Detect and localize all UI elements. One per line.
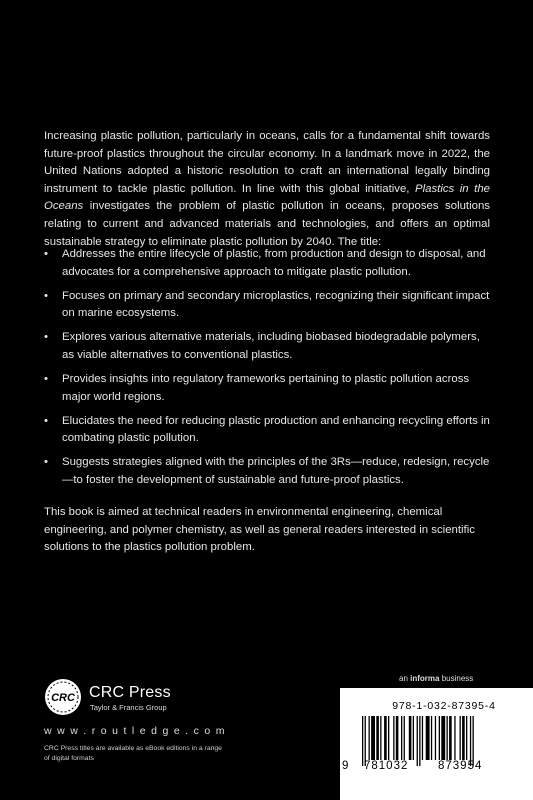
intro-text-after-title: investigates the problem of plastic pollution in oceans, proposes solutions relating to current and advanced materials and technologies, and offers an optimal sustainable strategy to eliminate plastic pollution by 2040. The title: xyxy=(44,200,490,248)
list-item-text: Provides insights into regulatory frameworks pertaining to plastic pollution across major world regions. xyxy=(62,373,470,403)
isbn-group-1: 781032 xyxy=(364,760,409,772)
barcode-icon xyxy=(362,716,522,766)
informa-suffix: business xyxy=(441,674,474,683)
barcode-bar xyxy=(466,716,467,760)
list-item xyxy=(44,413,490,448)
publisher-url: w w w . r o u t l e d g e . c o m xyxy=(44,725,226,737)
barcode-panel xyxy=(340,688,533,800)
barcode-bar xyxy=(365,716,366,766)
barcode-bar xyxy=(362,716,363,766)
ebook-note: CRC Press titles are available as eBook editions in a range of digital formats xyxy=(44,745,222,762)
barcode-bar xyxy=(419,716,420,766)
intro-text-before-title: Increasing plastic pollution, particularly in oceans, calls for a fundamental shift towards future-proof plastics throughout the circular economy. In a landmark move in 2022, the United Nations adopted a historic resolution to craft an international legally binding instrument to tackle plastic pollution. In line with this global initiative, xyxy=(44,130,490,195)
list-item xyxy=(44,371,490,406)
barcode-bar xyxy=(426,716,430,760)
barcode-bar xyxy=(447,716,448,760)
barcode-bar xyxy=(431,716,432,760)
feature-list xyxy=(44,246,490,496)
barcode-bar xyxy=(404,716,405,760)
list-item xyxy=(44,246,490,281)
barcode-bar xyxy=(369,716,370,760)
crc-logo-text: CRC xyxy=(51,692,75,704)
barcode-bar xyxy=(473,716,474,766)
list-item xyxy=(44,329,490,364)
bullet-icon: • xyxy=(44,248,48,260)
crc-logo-icon xyxy=(44,678,82,716)
list-item-text: Focuses on primary and secondary microplastics, recognizing their significant impact on marine ecosystems. xyxy=(62,289,490,320)
barcode-bar xyxy=(460,716,461,760)
intro-paragraph xyxy=(44,128,490,251)
barcode-bar xyxy=(371,716,375,760)
barcode-bar xyxy=(441,716,445,760)
bullet-icon: • xyxy=(44,289,48,302)
barcode-bar xyxy=(376,716,379,760)
barcode-bar xyxy=(422,716,423,760)
barcode-bar xyxy=(462,716,465,760)
barcode-bar xyxy=(380,716,381,760)
barcode-bar xyxy=(439,716,440,760)
barcode-bar xyxy=(409,716,412,760)
list-item-text: Elucidates the need for reducing plastic production and enhancing recycling efforts in combating plastic pollution. xyxy=(62,414,490,445)
list-item xyxy=(44,454,490,489)
bullet-icon: • xyxy=(44,373,48,386)
list-item-text: Explores various alternative materials, including biobased biodegradable polymers, as viable alternatives to conventional plastics. xyxy=(62,331,480,361)
barcode-bar xyxy=(435,716,436,760)
barcode-bar xyxy=(393,716,394,760)
barcode-bar xyxy=(384,716,387,760)
barcode-bar xyxy=(454,716,455,760)
barcode-bar xyxy=(417,716,418,766)
isbn-lead-digit: 9 xyxy=(342,760,350,772)
bullet-icon: • xyxy=(44,414,48,427)
list-item-text: Suggests strategies aligned with the principles of the 3Rs—reduce, redesign, recycle—to foster the development of sustainable and future-proof plastics. xyxy=(62,456,490,487)
bullet-icon: • xyxy=(44,456,48,469)
audience-paragraph: This book is aimed at technical readers in environmental engineering, chemical engineering, and polymer chemistry, as well as general readers interested in scientific solutions to the plastics pollution problem. xyxy=(44,506,475,554)
book-title: Plastics in the Oceans xyxy=(44,182,490,213)
barcode-bar xyxy=(401,716,402,760)
barcode-bar xyxy=(388,716,389,760)
informa-prefix: an xyxy=(399,674,408,683)
publisher-name: CRC Press xyxy=(89,684,171,701)
informa-tagline xyxy=(399,674,473,683)
isbn-label: 978-1-032-87395-4 xyxy=(392,700,496,712)
isbn-group-2: 873954 xyxy=(438,760,483,772)
publisher-group: Taylor & Francis Group xyxy=(90,703,167,712)
barcode-bar xyxy=(470,716,471,766)
barcode-bar xyxy=(449,716,452,760)
list-item-text: Addresses the entire lifecycle of plastic, from production and design to disposal, and advocates for a comprehensive approach to mitigate plastic pollution. xyxy=(62,248,486,278)
barcode-bar xyxy=(413,716,414,760)
list-item xyxy=(44,288,490,323)
informa-brand: informa xyxy=(410,674,440,683)
bullet-icon: • xyxy=(44,331,48,344)
barcode-bar xyxy=(396,716,399,760)
